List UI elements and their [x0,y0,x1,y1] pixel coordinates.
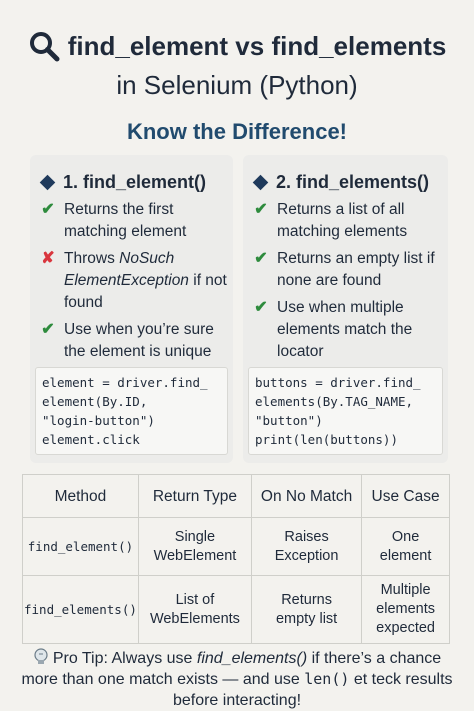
feature-list [40,199,229,368]
comparison-table [22,474,450,644]
item-text: Returns an empty list if none are found [277,250,435,289]
table-header-row [23,475,450,518]
tip-method: find_elements() [196,650,308,667]
pro-tip [20,648,454,711]
magnifier-icon [28,30,60,62]
card-heading [42,172,206,193]
table-cell: Multiple elements expected [362,576,450,644]
table-cell: find_element() [23,518,139,576]
find-elements-card [243,155,448,463]
check-icon: ✔ [254,250,268,267]
feature-list [253,199,444,368]
diamond-icon [40,175,56,191]
table-row [23,576,450,644]
table-cell: Single WebElement [138,518,251,576]
tip-middle: if there’s a chance more than one match exists — and use [21,650,442,688]
exception-name: NoSuch ElementException [64,250,189,289]
list-item [40,319,229,363]
code-snippet: element = driver.find_ element(By.ID, "login-button") element.click [35,367,228,455]
item-text-suffix: if not found [64,272,227,311]
column-header: Use Case [362,475,450,518]
card-heading-text: 2. find_elements() [276,172,430,192]
diamond-icon [253,175,269,191]
column-header: On No Match [252,475,362,518]
item-text: Use when you’re sure the element is unique [64,321,214,360]
find-element-card [30,155,233,463]
lightbulb-icon [33,648,49,666]
table-cell: Raises Exception [252,518,362,576]
table-cell: find_elements() [23,576,139,644]
check-icon: ✔ [254,299,268,316]
column-header: Method [23,475,139,518]
card-heading-text: 1. find_element() [63,172,207,192]
table-cell: List of WebElements [138,576,251,644]
title-line-2: in Selenium (Python) [116,70,358,100]
code-snippet: buttons = driver.find_ elements(By.TAG_NAME, "button") print(len(buttons)) [248,367,443,455]
check-icon: ✔ [254,201,268,218]
tip-code: len() [304,670,350,688]
card-heading [255,172,429,193]
check-icon: ✔ [41,201,55,218]
item-text: Use when multiple elements match the locator [277,299,413,360]
table-row [23,518,450,576]
item-text: Returns a list of all matching elements [277,201,408,240]
title-text-1: find_element vs find_elements [67,30,447,61]
list-item [40,199,229,243]
table-cell: Returns empty list [252,576,362,644]
item-text: Returns the first matching element [64,201,187,240]
list-item [40,248,229,314]
header [0,30,474,145]
cross-icon: ✘ [41,250,55,267]
title-line-1 [0,30,474,62]
item-text-prefix: Throws [64,250,120,267]
table-cell: One element [362,518,450,576]
list-item [253,248,444,292]
subtitle: Know the Difference! [126,119,348,144]
tip-suffix: et teck results before interacting! [172,671,453,709]
list-item [253,297,444,363]
tip-prefix: Pro Tip: Always use [52,650,197,667]
list-item [253,199,444,243]
item-text [64,248,229,314]
column-header: Return Type [138,475,251,518]
check-icon: ✔ [41,321,55,338]
